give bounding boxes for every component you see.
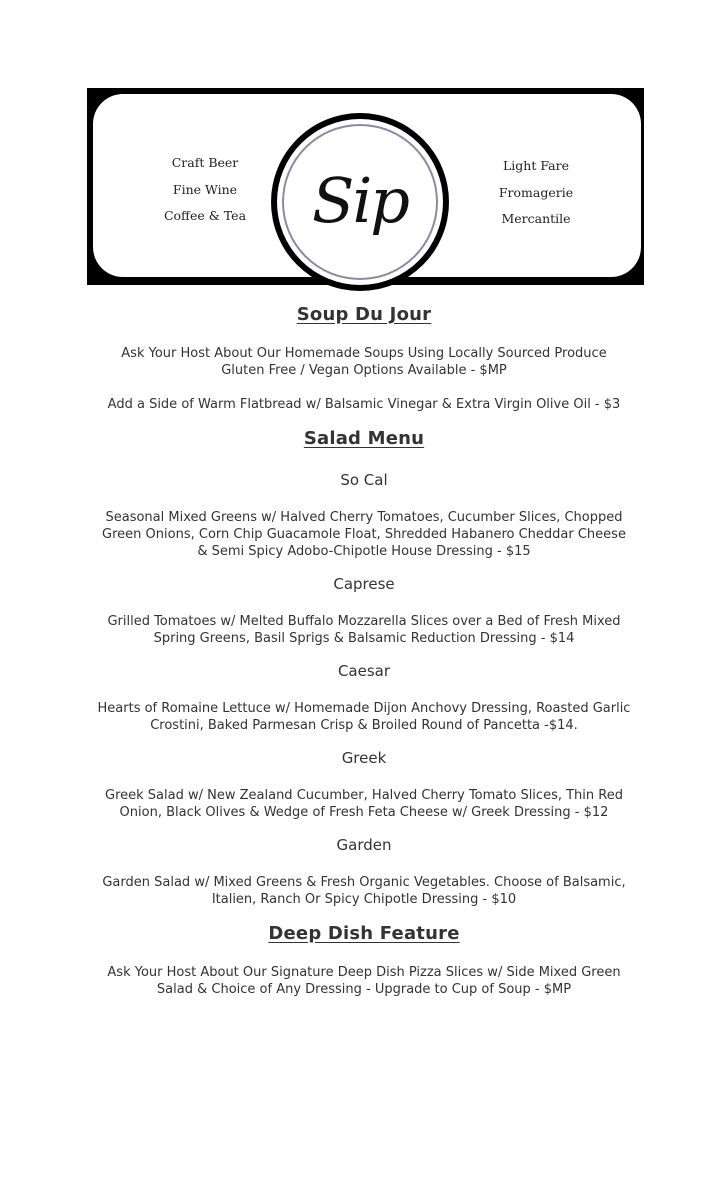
offering-coffee-tea: Coffee & Tea: [163, 208, 247, 223]
offering-light-fare: Light Fare: [503, 158, 569, 173]
offerings-right: [471, 153, 601, 233]
salad-desc-line: Onion, Black Olives & Wedge of Fresh Feta Cheese w/ Greek Dressing - $12: [119, 805, 609, 820]
salad-desc-line: Seasonal Mixed Greens w/ Halved Cherry Tomatoes, Cucumber Slices, Chopped: [105, 510, 623, 525]
deep-dish-desc-line1: Ask Your Host About Our Signature Deep Dish Pizza Slices w/ Side Mixed Green: [107, 965, 621, 980]
salad-section-title: Salad Menu: [303, 428, 425, 449]
soup-side-option: Add a Side of Warm Flatbread w/ Balsamic Vinegar & Extra Virgin Olive Oil - $3: [107, 397, 621, 412]
offerings-left: [140, 150, 270, 230]
soup-desc-line2: Gluten Free / Vegan Options Available - $MP: [221, 363, 507, 378]
banner-panel: [93, 94, 641, 277]
salad-desc-line: Garden Salad w/ Mixed Greens & Fresh Organic Vegetables. Choose of Balsamic,: [102, 875, 626, 890]
offering-craft-beer: Craft Beer: [171, 155, 239, 170]
salad-name-so-cal: So Cal: [340, 471, 388, 489]
soup-section-title: Soup Du Jour: [296, 304, 432, 325]
offering-fromagerie: Fromagerie: [498, 184, 574, 200]
salad-desc-line: Grilled Tomatoes w/ Melted Buffalo Mozzarella Slices over a Bed of Fresh Mixed: [107, 614, 621, 629]
salad-desc-line: Hearts of Romaine Lettuce w/ Homemade Dijon Anchovy Dressing, Roasted Garlic: [97, 701, 631, 716]
salad-desc-line: Crostini, Baked Parmesan Crisp & Broiled Round of Pancetta -$14.: [150, 718, 578, 733]
deep-dish-desc-line2: Salad & Choice of Any Dressing - Upgrade to Cup of Soup - $MP: [156, 982, 572, 997]
salad-desc-line: & Semi Spicy Adobo-Chipotle House Dressing - $15: [197, 544, 531, 559]
offering-fine-wine: Fine Wine: [172, 181, 238, 197]
offering-mercantile: Mercantile: [501, 211, 571, 226]
deep-dish-section-title: Deep Dish Feature: [268, 923, 460, 944]
salad-name-garden: Garden: [336, 836, 392, 854]
salad-desc-line: Greek Salad w/ New Zealand Cucumber, Halved Cherry Tomato Slices, Thin Red: [105, 788, 623, 803]
salad-name-caprese: Caprese: [333, 575, 395, 593]
salad-desc-line: Italien, Ranch Or Spicy Chipotle Dressing - $10: [211, 892, 517, 907]
logo: Sip: [312, 164, 408, 237]
salad-name-greek: Greek: [341, 749, 387, 767]
header-banner: [87, 88, 644, 285]
salad-desc-line: Green Onions, Corn Chip Guacamole Float, Shredded Habanero Cheddar Cheese: [102, 527, 626, 542]
soup-desc-line1: Ask Your Host About Our Homemade Soups Using Locally Sourced Produce: [121, 346, 607, 361]
salad-desc-line: Spring Greens, Basil Sprigs & Balsamic Reduction Dressing - $14: [153, 631, 575, 646]
salad-name-caesar: Caesar: [337, 662, 391, 680]
